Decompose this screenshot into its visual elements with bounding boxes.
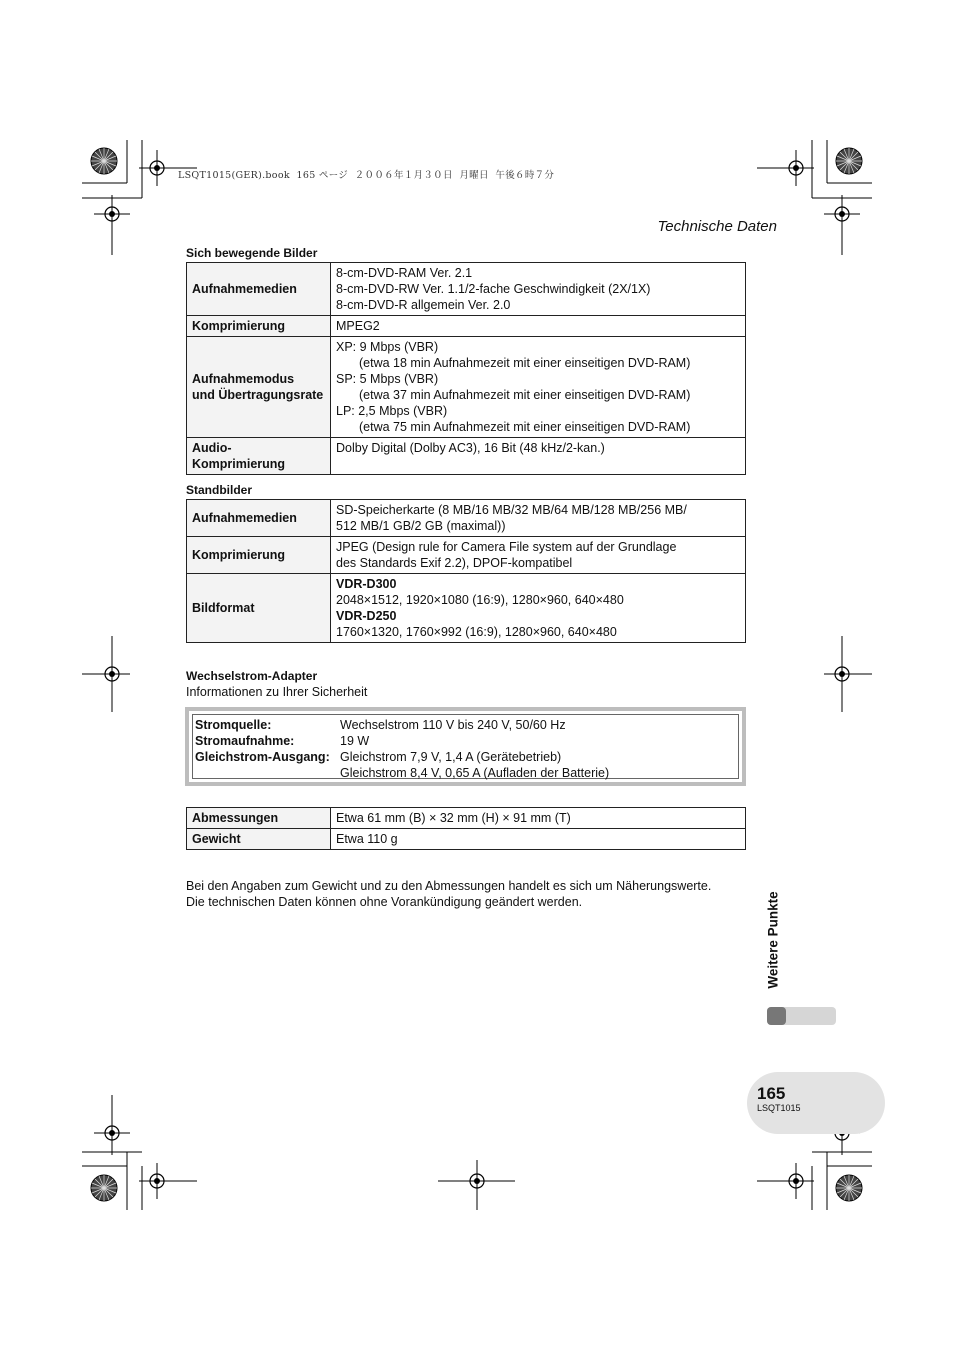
row-label: Aufnahmemodus und Übertragungsrate bbox=[187, 337, 331, 438]
row-value: XP: 9 Mbps (VBR) (etwa 18 min Aufnahmezeit mit einer einseitigen DVD-RAM) SP: 5 Mbps (VBR) (etwa 37 min Aufnahmezeit mit einer einseitigen DVD-RAM) LP: 2,5 Mbps (VBR) (etwa 75 min Aufnahmezeit mit einer einseitigen DVD-RAM) bbox=[331, 337, 746, 438]
table-row bbox=[187, 574, 746, 643]
moving-images-table bbox=[186, 262, 746, 475]
table-row bbox=[187, 829, 746, 850]
section-indicator bbox=[767, 1007, 836, 1025]
row-value: MPEG2 bbox=[331, 316, 746, 337]
table-row bbox=[187, 337, 746, 438]
table-row bbox=[187, 537, 746, 574]
row-value: Dolby Digital (Dolby AC3), 16 Bit (48 kHz/2-kan.) bbox=[331, 438, 746, 475]
row-value: SD-Speicherkarte (8 MB/16 MB/32 MB/64 MB/128 MB/256 MB/ 512 MB/1 GB/2 GB (maximal)) bbox=[331, 500, 746, 537]
row-label: Komprimierung bbox=[187, 316, 331, 337]
table-row bbox=[187, 263, 746, 316]
table-row bbox=[187, 500, 746, 537]
section-title-adapter: Wechselstrom-Adapter bbox=[186, 669, 318, 683]
section-title-moving-images: Sich bewegende Bilder bbox=[186, 246, 318, 260]
row-label: Gewicht bbox=[187, 829, 331, 850]
side-section-label: Weitere Punkte bbox=[765, 891, 781, 989]
row-label: Abmessungen bbox=[187, 808, 331, 829]
page-title: Technische Daten bbox=[657, 218, 777, 235]
table-row bbox=[187, 438, 746, 475]
doc-code: LSQT1015 bbox=[757, 1103, 801, 1113]
section-indicator-active bbox=[767, 1007, 786, 1025]
row-label: Audio- Komprimierung bbox=[187, 438, 331, 475]
footnote: Bei den Angaben zum Gewicht und zu den Abmessungen handelt es sich um Näherungswerte. bbox=[186, 879, 712, 893]
row-label: Aufnahmemedien bbox=[187, 500, 331, 537]
dimensions-table bbox=[186, 807, 746, 850]
row-value: 8-cm-DVD-RAM Ver. 2.1 8-cm-DVD-RW Ver. 1.1/2-fache Geschwindigkeit (2X/1X) 8-cm-DVD-R allgemein Ver. 2.0 bbox=[331, 263, 746, 316]
section-title-still-images: Standbilder bbox=[186, 483, 253, 497]
row-label: Aufnahmemedien bbox=[187, 263, 331, 316]
table-row bbox=[187, 316, 746, 337]
row-label: Bildformat bbox=[187, 574, 331, 643]
page-number: 165 bbox=[757, 1084, 786, 1103]
side-section-tab bbox=[764, 880, 782, 1000]
row-label: Komprimierung bbox=[187, 537, 331, 574]
row-value: JPEG (Design rule for Camera File system auf der Grundlage des Standards Exif 2.2), DPOF-kompatibel bbox=[331, 537, 746, 574]
footnotes bbox=[186, 878, 711, 910]
row-value: VDR-D300 2048×1512, 1920×1080 (16:9), 1280×960, 640×480 VDR-D250 1760×1320, 1760×992 (16:9), 1280×960, 640×480 bbox=[331, 574, 746, 643]
printer-slug: LSQT1015(GER).book 165 ページ ２００６年１月３０日 月曜日 午後６時７分 bbox=[178, 170, 555, 181]
adapter-safety-box: Stromquelle: Wechselstrom 110 V bis 240 V, 50/60 Hz Stromaufnahme: 19 W Gleichstrom-Ausgang: Gleichstrom 7,9 V, 1,4 A (Gerätebetrieb) Gleichstrom 8,4 V, 0,65 A (Aufladen der Batterie) bbox=[185, 707, 746, 786]
row-value: Etwa 61 mm (B) × 32 mm (H) × 91 mm (T) bbox=[331, 808, 746, 829]
still-images-table bbox=[186, 499, 746, 643]
adapter-subtitle: Informationen zu Ihrer Sicherheit bbox=[186, 685, 368, 699]
table-row bbox=[187, 808, 746, 829]
footnote: Die technischen Daten können ohne Vorankündigung geändert werden. bbox=[186, 895, 583, 909]
row-value: Etwa 110 g bbox=[331, 829, 746, 850]
